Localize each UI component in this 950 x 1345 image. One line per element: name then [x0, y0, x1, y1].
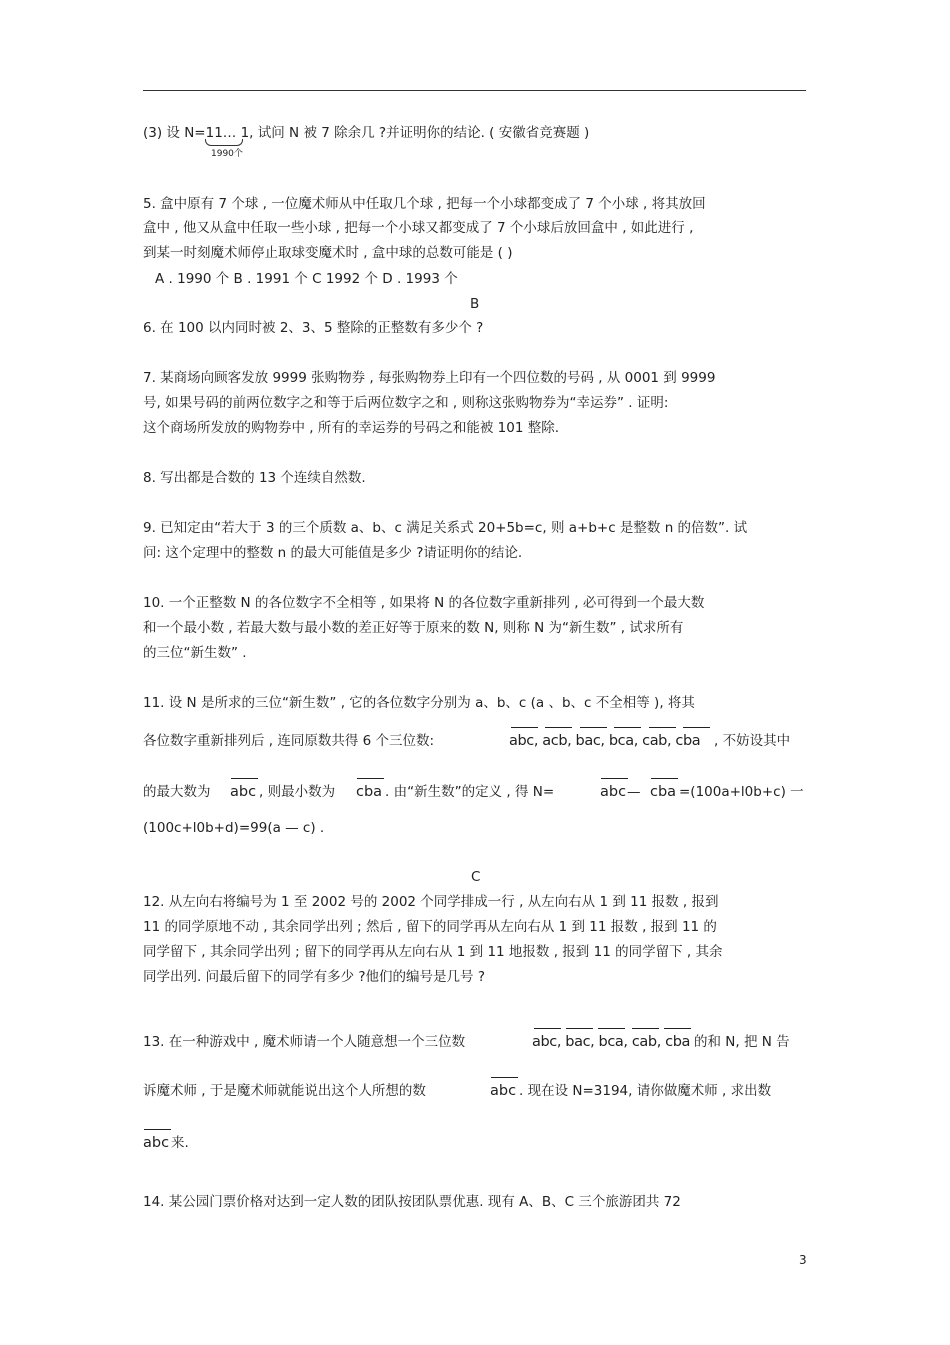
problem-9-line-1: 9. 已知定由“若大于 3 的三个质数 a、b、c 满足关系式 20+5b=c, 则 a+b+c 是整数 n 的倍数”. 试	[143, 520, 748, 536]
problem-11-line-3-b: , 则最小数为	[259, 784, 336, 800]
page-number: 3	[799, 1253, 807, 1267]
overline	[598, 1028, 625, 1029]
overline	[664, 1028, 691, 1029]
overline	[649, 727, 676, 728]
problem-13-three-digit-numbers: abc, bac, bca, cab, cba	[532, 1034, 690, 1050]
problem-5-line-2: 盒中 , 他又从盒中任取一些小球 , 把每一个小球又都变成了 7 个小球后放回盒中 , 如此进行 ,	[143, 220, 694, 236]
problem-11-line-2: 各位数字重新排列后 , 连同原数共得 6 个三位数:	[143, 733, 435, 749]
overline	[614, 727, 641, 728]
problem-5-line-1: 5. 盒中原有 7 个球 , 一位魔术师从中任取几个球 , 把每一个小球都变成了 7 个小球 , 将其放回	[143, 196, 706, 212]
problem-11-line-4: (100c+l0b+d)=99(a — c) .	[143, 820, 325, 836]
header-rule	[143, 90, 806, 91]
problem-11-min-number: cba	[356, 784, 383, 800]
answer-letter-b: B	[470, 296, 480, 312]
problem-5-options: A . 1990 个 B . 1991 个 C 1992 个 D . 1993 个	[155, 271, 458, 287]
problem-11-line-2-tail: , 不妨设其中	[714, 733, 791, 749]
problem-12-line-3: 同学留下 , 其余同学出列 ; 留下的同学再从左向右从 1 到 11 地报数 , 报到 11 的同学留下 , 其余	[143, 944, 723, 960]
overline	[545, 727, 572, 728]
problem-11-cba-term: cba	[650, 784, 677, 800]
overline	[601, 778, 628, 779]
problem-11-line-3-e: =(100a+l0b+c) 一	[679, 784, 804, 800]
overline	[231, 778, 258, 779]
problem-13-abc-answer: abc	[143, 1135, 170, 1151]
problem-14-line-1: 14. 某公园门票价格对达到一定人数的团队按团队票优惠. 现有 A、B、C 三个旅游团共 72	[143, 1194, 681, 1210]
problem-11-max-number: abc	[230, 784, 257, 800]
problem-13-line-1-tail: 的和 N, 把 N 告	[694, 1034, 790, 1050]
problem-10-line-3: 的三位“新生数” .	[143, 645, 247, 661]
problem-8-line-1: 8. 写出都是合数的 13 个连续自然数.	[143, 470, 366, 486]
problem-7-line-3: 这个商场所发放的购物券中 , 所有的幸运券的号码之和能被 101 整除.	[143, 420, 560, 436]
overline	[357, 778, 384, 779]
overline	[511, 727, 538, 728]
answer-letter-c: C	[471, 869, 481, 885]
problem-11-minus-sign: —	[627, 784, 641, 800]
problem-11-abc-term: abc	[600, 784, 627, 800]
problem-10-line-2: 和一个最小数 , 若最大数与最小数的差正好等于原来的数 N, 则称 N 为“新生数” , 试求所有	[143, 620, 684, 636]
problem-13-line-2: 诉魔术师 , 于是魔术师就能说出这个人所想的数	[143, 1083, 426, 1099]
problem-12-line-4: 同学出列. 问最后留下的同学有多少 ?他们的编号是几号 ?	[143, 969, 485, 985]
overline	[144, 1129, 171, 1130]
problem-11-line-3-c: . 由“新生数”的定义 , 得 N=	[385, 784, 555, 800]
problem-5-line-3: 到某一时刻魔术师停止取球变魔术时 , 盒中球的总数可能是 ( )	[143, 245, 513, 261]
problem-3-line-1: (3) 设 N=11… 1, 试问 N 被 7 除余几 ?并证明你的结论. ( 安徽省竞赛题 )	[143, 125, 590, 141]
problem-9-line-2: 问: 这个定理中的整数 n 的最大可能值是多少 ?请证明你的结论.	[143, 545, 523, 561]
overline	[683, 727, 710, 728]
problem-11-line-1: 11. 设 N 是所求的三位“新生数” , 它的各位数字分别为 a、b、c (a 、b、c 不全相等 ), 将其	[143, 695, 695, 711]
problem-3-subscript: 1990个	[211, 149, 243, 159]
problem-6-line-1: 6. 在 100 以内同时被 2、3、5 整除的正整数有多少个 ?	[143, 320, 484, 336]
problem-7-line-1: 7. 某商场向顾客发放 9999 张购物券 , 每张购物券上印有一个四位数的号码 , 从 0001 到 9999	[143, 370, 716, 386]
overline	[632, 1028, 659, 1029]
overline	[491, 1077, 518, 1078]
overline	[580, 727, 607, 728]
problem-12-line-2: 11 的同学原地不动 , 其余同学出列 ; 然后 , 留下的同学再从左向右从 1 到 11 报数 , 报到 11 的	[143, 919, 717, 935]
problem-11-line-3-a: 的最大数为	[143, 784, 211, 800]
problem-10-line-1: 10. 一个正整数 N 的各位数字不全相等 , 如果将 N 的各位数字重新排列 , 必可得到一个最大数	[143, 595, 705, 611]
overline	[566, 1028, 593, 1029]
problem-12-line-1: 12. 从左向右将编号为 1 至 2002 号的 2002 个同学排成一行 , 从左向右从 1 到 11 报数 , 报到	[143, 894, 719, 910]
underbrace-symbol	[205, 139, 243, 146]
problem-13-line-1: 13. 在一种游戏中 , 魔术师请一个人随意想一个三位数	[143, 1034, 466, 1050]
problem-7-line-2: 号, 如果号码的前两位数字之和等于后两位数字之和 , 则称这张购物券为“幸运券” . 证明:	[143, 395, 669, 411]
overline	[651, 778, 678, 779]
problem-11-three-digit-numbers: abc, acb, bac, bca, cab, cba	[509, 733, 701, 749]
problem-13-line-3-tail: 来.	[171, 1135, 189, 1151]
overline	[534, 1028, 561, 1029]
problem-13-abc: abc	[490, 1083, 517, 1099]
problem-13-line-2-tail: . 现在设 N=3194, 请你做魔术师 , 求出数	[519, 1083, 772, 1099]
